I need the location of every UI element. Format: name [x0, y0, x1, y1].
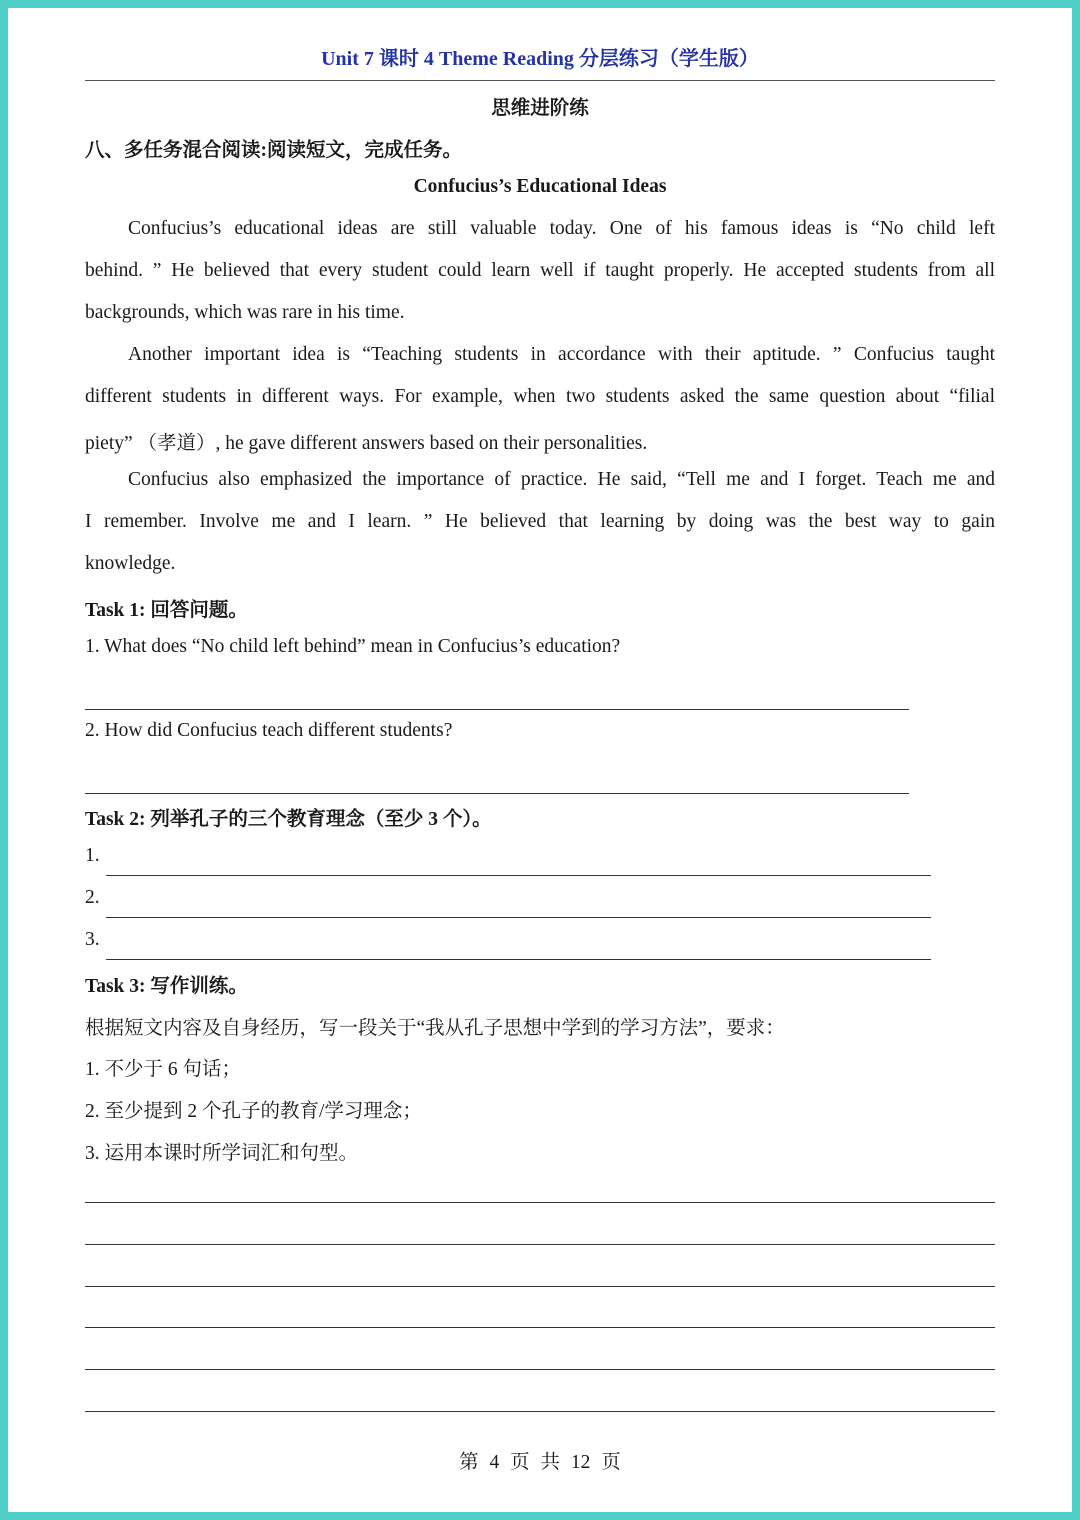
- task2-answer-line-1[interactable]: [106, 875, 931, 876]
- writing-line-2[interactable]: [85, 1244, 995, 1245]
- passage-p2-line3: piety” （孝道）, he gave different answers based on their personalities.: [85, 433, 648, 454]
- task2-answer-line-2[interactable]: [106, 917, 931, 918]
- writing-line-4[interactable]: [85, 1327, 995, 1328]
- task2-heading: Task 2: 列举孔子的三个教育理念（至少 3 个）。: [85, 809, 492, 830]
- task3-heading: Task 3: 写作训练。: [85, 976, 248, 997]
- task2-item-2-label: 2.: [85, 887, 100, 908]
- task1-question-2: 2. How did Confucius teach different students?: [85, 720, 453, 741]
- writing-line-5[interactable]: [85, 1369, 995, 1370]
- task1-heading: Task 1: 回答问题。: [85, 600, 248, 621]
- task3-requirement-1: 1. 不少于 6 句话；: [85, 1059, 242, 1080]
- page-number: 第 4 页 共 12 页: [459, 1452, 621, 1473]
- task3-requirement-3: 3. 运用本课时所学词汇和句型。: [85, 1143, 359, 1164]
- task2-item-3-label: 3.: [85, 929, 100, 950]
- page-header-title: Unit 7 课时 4 Theme Reading 分层练习（学生版）: [321, 48, 759, 70]
- header-divider: [85, 80, 995, 81]
- task1-answer-line-1[interactable]: [85, 709, 909, 710]
- passage-title: Confucius’s Educational Ideas: [413, 176, 667, 197]
- writing-line-6[interactable]: [85, 1411, 995, 1412]
- passage-p3-line1: Confucius also emphasized the importance of practice. He said, “Tell me and I forget. Teach me and: [128, 469, 995, 490]
- task3-instruction: 根据短文内容及自身经历，写一段关于“我从孔子思想中学到的学习方法”，要求：: [85, 1018, 785, 1039]
- task2-item-1-label: 1.: [85, 845, 100, 866]
- task3-requirement-2: 2. 至少提到 2 个孔子的教育/学习理念；: [85, 1101, 422, 1122]
- task1-answer-line-2[interactable]: [85, 793, 909, 794]
- passage-p1-line3: backgrounds, which was rare in his time.: [85, 302, 405, 323]
- passage-p3-line2: I remember. Involve me and I learn. ” He believed that learning by doing was the best way to gain: [85, 511, 995, 532]
- passage-p1-line1: Confucius’s educational ideas are still valuable today. One of his famous ideas is “No child left: [128, 218, 995, 239]
- worksheet-page: [8, 8, 1072, 1512]
- section-title: 思维进阶练: [491, 98, 589, 119]
- passage-p3-line3: knowledge.: [85, 553, 176, 574]
- passage-p2-line1: Another important idea is “Teaching students in accordance with their aptitude. ” Confucius taught: [128, 344, 995, 365]
- writing-line-1[interactable]: [85, 1202, 995, 1203]
- passage-p2-line2: different students in different ways. For example, when two students asked the same question about “filial: [85, 386, 995, 407]
- task2-answer-line-3[interactable]: [106, 959, 931, 960]
- passage-p1-line2: behind. ” He believed that every student could learn well if taught properly. He accepted students from all: [85, 260, 995, 281]
- task1-question-1: 1. What does “No child left behind” mean in Confucius’s education?: [85, 636, 621, 657]
- exercise-heading: 八、多任务混合阅读:阅读短文，完成任务。: [85, 140, 462, 161]
- writing-line-3[interactable]: [85, 1286, 995, 1287]
